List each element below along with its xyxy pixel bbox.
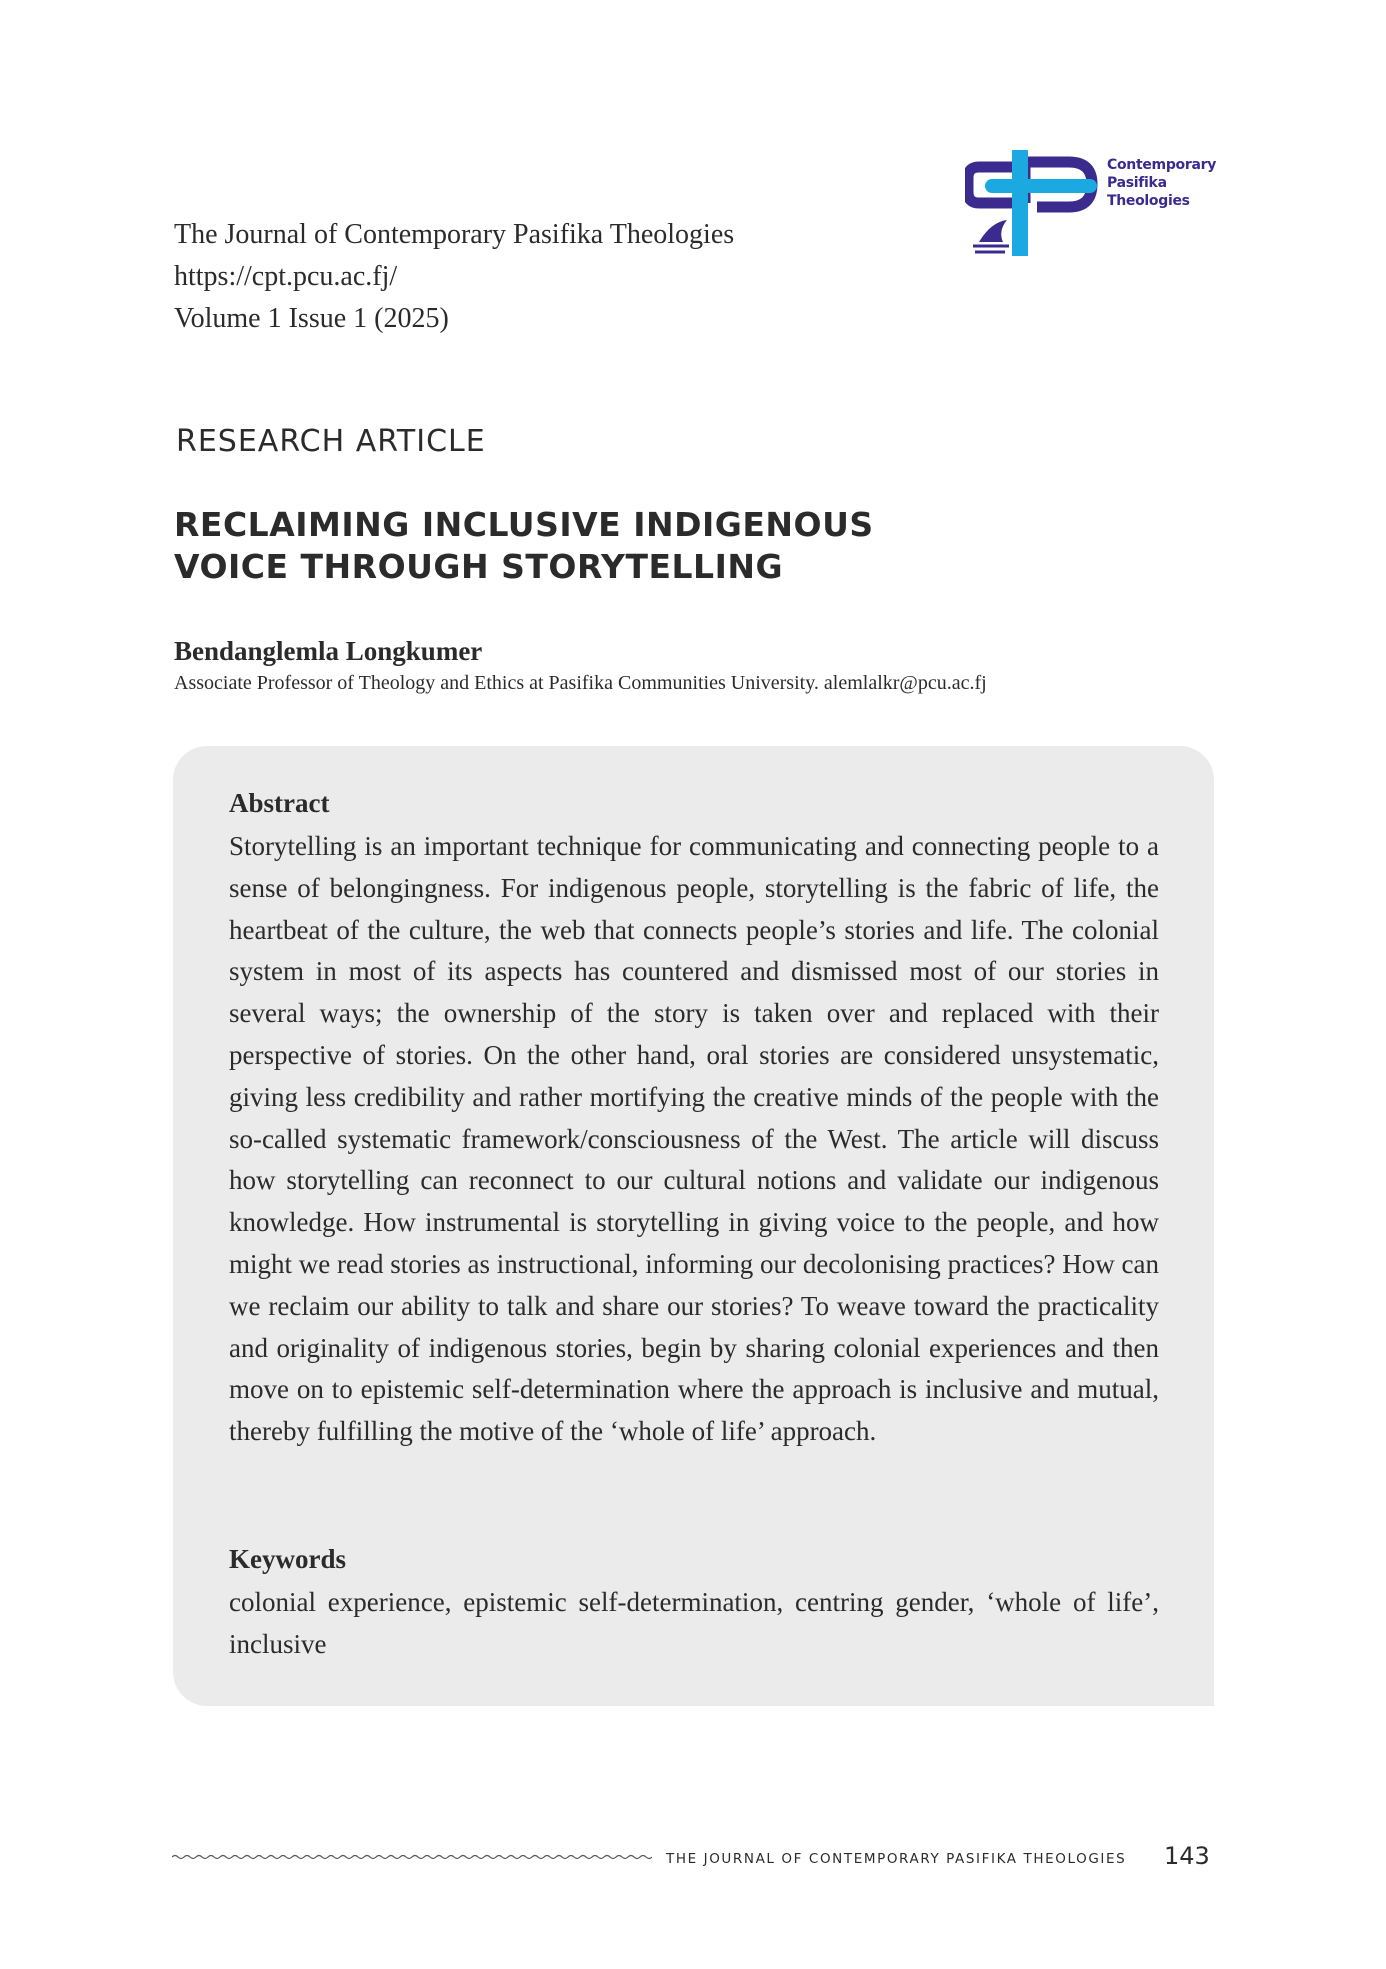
footer-wave-divider bbox=[172, 1852, 652, 1862]
journal-logo bbox=[965, 146, 1215, 261]
cpt-cross-logo-icon bbox=[965, 146, 1105, 261]
keywords-text: colonial experience, epistemic self-determination, centring gender, ‘whole of life’, inclusive bbox=[229, 1587, 1159, 1659]
journal-name: The Journal of Contemporary Pasifika Theologies bbox=[174, 219, 735, 250]
page-number: 143 bbox=[1164, 1842, 1210, 1870]
logo-text: Contemporary Pasifika Theologies bbox=[1107, 157, 1217, 209]
article-type: RESEARCH ARTICLE bbox=[176, 424, 486, 459]
article-title: RECLAIMING INCLUSIVE INDIGENOUS VOICE THROUGH STORYTELLING bbox=[174, 505, 874, 586]
abstract-heading: Abstract bbox=[229, 788, 330, 818]
keywords-heading: Keywords bbox=[229, 1544, 346, 1574]
journal-url[interactable]: https://cpt.pcu.ac.fj/ bbox=[174, 261, 398, 292]
abstract-box bbox=[173, 746, 1214, 1706]
author-affiliation: Associate Professor of Theology and Ethics at Pasifika Communities University. alemlalkr@pcu.ac.fj bbox=[174, 672, 987, 694]
volume-issue: Volume 1 Issue 1 (2025) bbox=[174, 303, 449, 334]
abstract-text: Storytelling is an important technique for communicating and connecting people to a sense of belongingness. For indigenous people, storytelling is the fabric of life, the heartbeat of the culture, the web that connects people’s stories and life. The colonial system in most of its aspects has countered and dismissed most of our stories in several ways; the ownership of the story is taken over and replaced with their perspective of stories. On the other hand, oral stories are considered unsystematic, giving less credibility and rather mortifying the creative minds of the people with the so-called systematic framework/consciousness of the West. The article will discuss how storytelling can reconnect to our cultural notions and validate our indigenous knowledge. How instrumental is storytelling in giving voice to the people, and how might we read stories as instructional, informing our decolonising practices? How can we reclaim our ability to talk and share our stories? To weave toward the practicality and originality of indigenous stories, begin by sharing colonial experiences and then move on to epistemic self-determination where the approach is inclusive and mutual, thereby fulfilling the motive of the ‘whole of life’ approach. bbox=[229, 831, 1159, 1447]
footer-journal-name: THE JOURNAL OF CONTEMPORARY PASIFIKA THEOLOGIES bbox=[666, 1851, 1127, 1867]
author-name: Bendanglemla Longkumer bbox=[174, 636, 483, 666]
journal-info bbox=[174, 214, 734, 340]
